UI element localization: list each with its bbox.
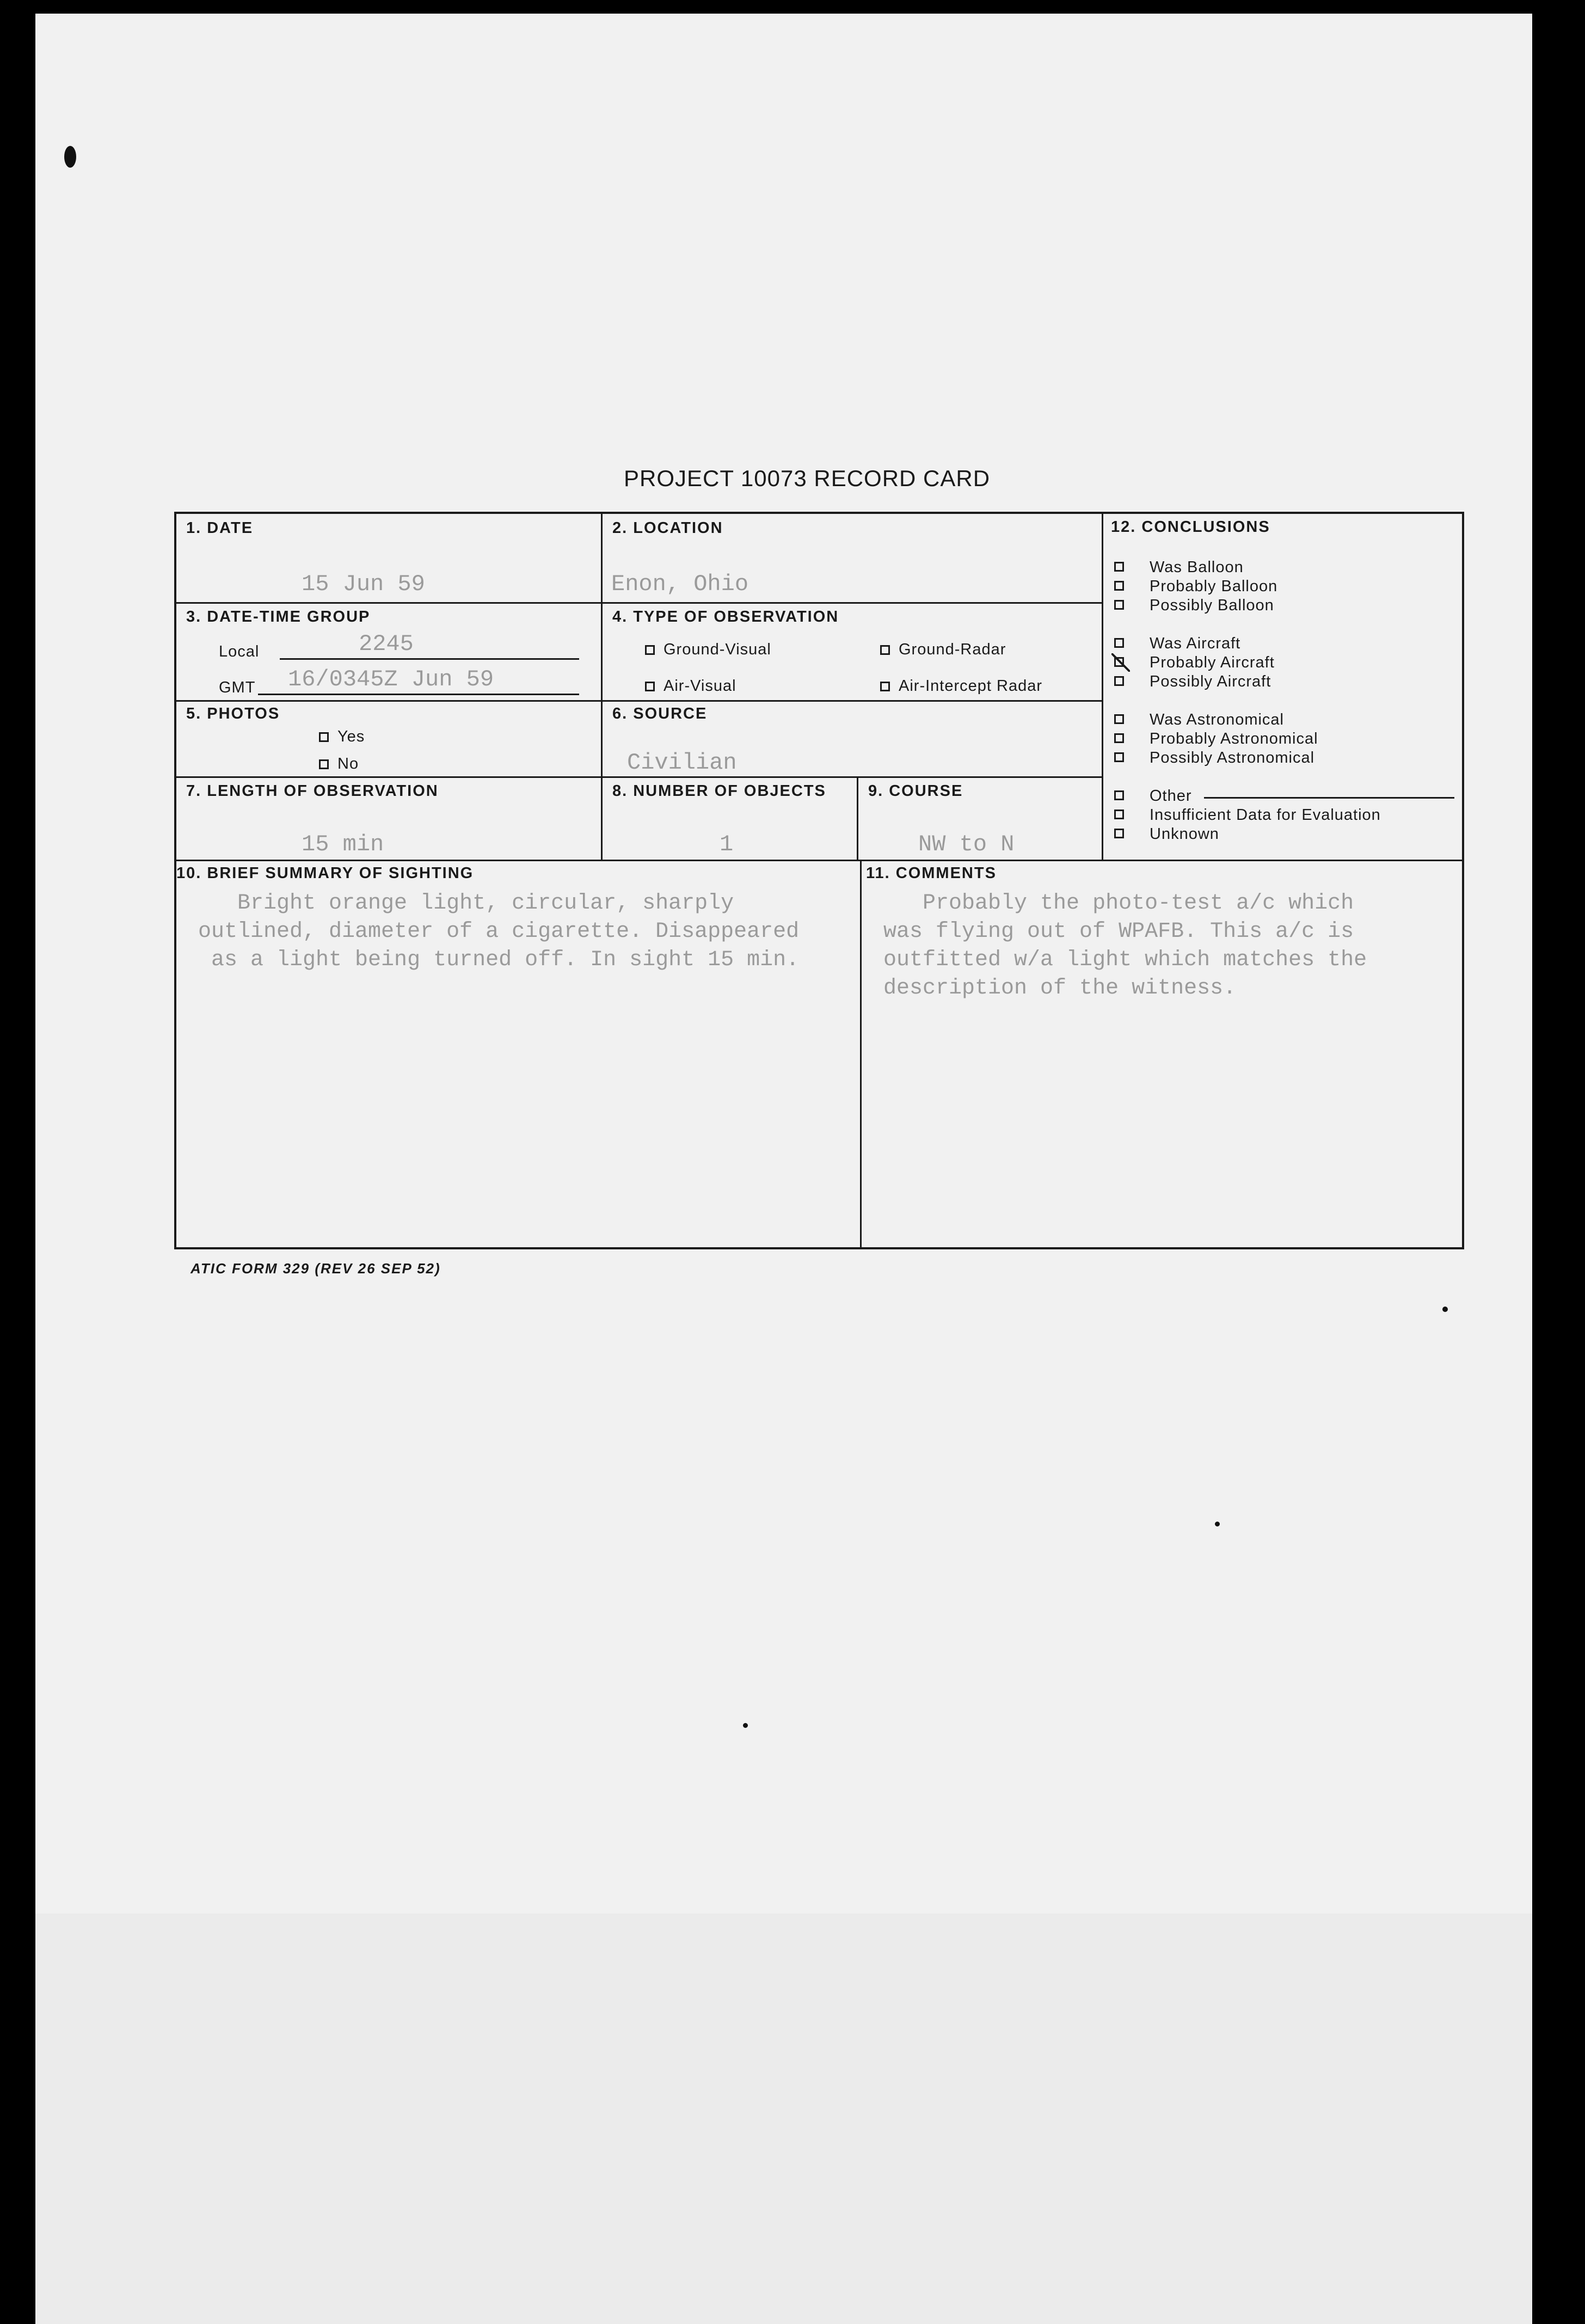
length-cell — [176, 778, 601, 860]
course-cell — [857, 778, 1102, 860]
conclusion-option[interactable] — [1150, 635, 1240, 653]
obs-type-label: 4. TYPE OF OBSERVATION — [612, 608, 839, 626]
checked-box-icon — [1114, 657, 1124, 667]
conclusion-option[interactable] — [1150, 597, 1274, 615]
photos-label: 5. PHOTOS — [186, 705, 280, 722]
dtg-cell — [176, 604, 601, 702]
local-label: Local — [219, 643, 260, 660]
obs-type-cell — [601, 604, 1102, 702]
conclusion-label: Probably Balloon — [1150, 578, 1278, 595]
scan-speck — [64, 146, 76, 168]
conclusion-option[interactable] — [1150, 787, 1192, 805]
air-intercept-option[interactable] — [880, 677, 1042, 695]
length-label: 7. LENGTH OF OBSERVATION — [186, 782, 439, 800]
checkbox-icon — [1114, 790, 1124, 800]
form-id: ATIC FORM 329 (REV 26 SEP 52) — [191, 1260, 441, 1277]
conclusion-label: Was Astronomical — [1150, 711, 1284, 728]
conclusion-label: Unknown — [1150, 825, 1219, 843]
conclusion-option[interactable] — [1150, 578, 1277, 596]
checkbox-icon — [1114, 810, 1124, 819]
air-visual-label: Air-Visual — [664, 677, 736, 695]
conclusion-option[interactable] — [1150, 711, 1284, 729]
checkbox-icon — [1114, 714, 1124, 724]
location-label: 2. LOCATION — [612, 519, 723, 537]
checkbox-icon — [1114, 638, 1124, 648]
conclusion-label: Probably Aircraft — [1150, 654, 1275, 671]
conclusion-label: Possibly Balloon — [1150, 597, 1274, 614]
checkbox-icon — [1114, 562, 1124, 572]
conclusions-label: 12. CONCLUSIONS — [1111, 518, 1270, 536]
scan-speck — [1215, 1522, 1220, 1526]
scan-speck — [1442, 1307, 1448, 1312]
conclusion-label: Probably Astronomical — [1150, 730, 1318, 747]
gmt-label: GMT — [219, 679, 256, 696]
source-cell — [601, 702, 1102, 778]
conclusion-option[interactable] — [1150, 654, 1275, 672]
conclusion-label: Possibly Astronomical — [1150, 749, 1315, 767]
conclusion-option[interactable] — [1150, 559, 1244, 577]
date-cell — [176, 514, 601, 604]
length-value: 15 min — [302, 831, 384, 857]
photos-no-label: No — [337, 755, 359, 772]
comments-cell — [860, 860, 1462, 1247]
card-title: PROJECT 10073 RECORD CARD — [624, 465, 991, 491]
checkbox-icon — [319, 732, 329, 742]
comments-text: Probably the photo-test a/c which was flying out of WPAFB. This a/c is outfitted w/a light which matches the description of the witness. — [883, 891, 1367, 1001]
conclusions-cell — [1102, 514, 1462, 860]
date-label: 1. DATE — [186, 519, 254, 537]
dtg-label: 3. DATE-TIME GROUP — [186, 608, 371, 626]
num-objects-value: 1 — [720, 831, 734, 857]
checkbox-icon — [1114, 752, 1124, 762]
conclusion-option[interactable] — [1150, 806, 1381, 824]
summary-cell — [176, 860, 860, 1247]
conclusion-label: Possibly Aircraft — [1150, 673, 1271, 690]
conclusion-label: Insufficient Data for Evaluation — [1150, 806, 1381, 824]
scan-speck — [743, 1723, 748, 1728]
checkbox-icon — [319, 759, 329, 769]
checkbox-icon — [880, 645, 890, 655]
comments-label: 11. COMMENTS — [866, 864, 997, 882]
ground-radar-option[interactable] — [880, 641, 1006, 659]
ground-visual-label: Ground-Visual — [664, 641, 771, 658]
checkbox-icon — [645, 645, 655, 655]
conclusion-option[interactable] — [1150, 749, 1314, 767]
conclusion-option[interactable] — [1150, 673, 1271, 691]
checkbox-icon — [1114, 600, 1124, 610]
record-card — [174, 512, 1464, 1249]
photos-yes-label: Yes — [337, 728, 365, 745]
conclusion-label: Other — [1150, 787, 1192, 805]
checkbox-icon — [880, 682, 890, 691]
ground-visual-option[interactable] — [645, 641, 771, 659]
location-value: Enon, Ohio — [611, 571, 749, 597]
location-cell — [601, 514, 1102, 604]
summary-label: 10. BRIEF SUMMARY OF SIGHTING — [176, 864, 474, 882]
num-objects-cell — [601, 778, 857, 860]
photos-no-option[interactable] — [319, 755, 359, 773]
local-value: 2245 — [359, 631, 414, 657]
photos-cell — [176, 702, 601, 778]
ground-radar-label: Ground-Radar — [899, 641, 1006, 658]
scan-underlay — [35, 1914, 1532, 2324]
conclusion-label: Was Balloon — [1150, 559, 1244, 576]
gmt-value: 16/0345Z Jun 59 — [288, 666, 494, 692]
air-visual-option[interactable] — [645, 677, 736, 695]
source-label: 6. SOURCE — [612, 705, 708, 722]
date-value: 15 Jun 59 — [302, 571, 425, 597]
source-value: Civilian — [627, 750, 737, 776]
course-value: NW to N — [918, 831, 1015, 857]
photos-yes-option[interactable] — [319, 728, 365, 746]
checkbox-icon — [645, 682, 655, 691]
checkbox-icon — [1114, 829, 1124, 838]
conclusion-option[interactable] — [1150, 825, 1219, 843]
air-intercept-label: Air-Intercept Radar — [899, 677, 1042, 695]
checkbox-icon — [1114, 733, 1124, 743]
conclusion-label: Was Aircraft — [1150, 635, 1241, 652]
course-label: 9. COURSE — [868, 782, 963, 800]
checkbox-icon — [1114, 676, 1124, 686]
conclusion-option[interactable] — [1150, 730, 1318, 748]
num-objects-label: 8. NUMBER OF OBJECTS — [612, 782, 826, 800]
summary-text: Bright orange light, circular, sharply outlined, diameter of a cigarette. Disappeared as a light being turned off. In sight 15 min. — [198, 891, 800, 972]
checkbox-icon — [1114, 581, 1124, 591]
